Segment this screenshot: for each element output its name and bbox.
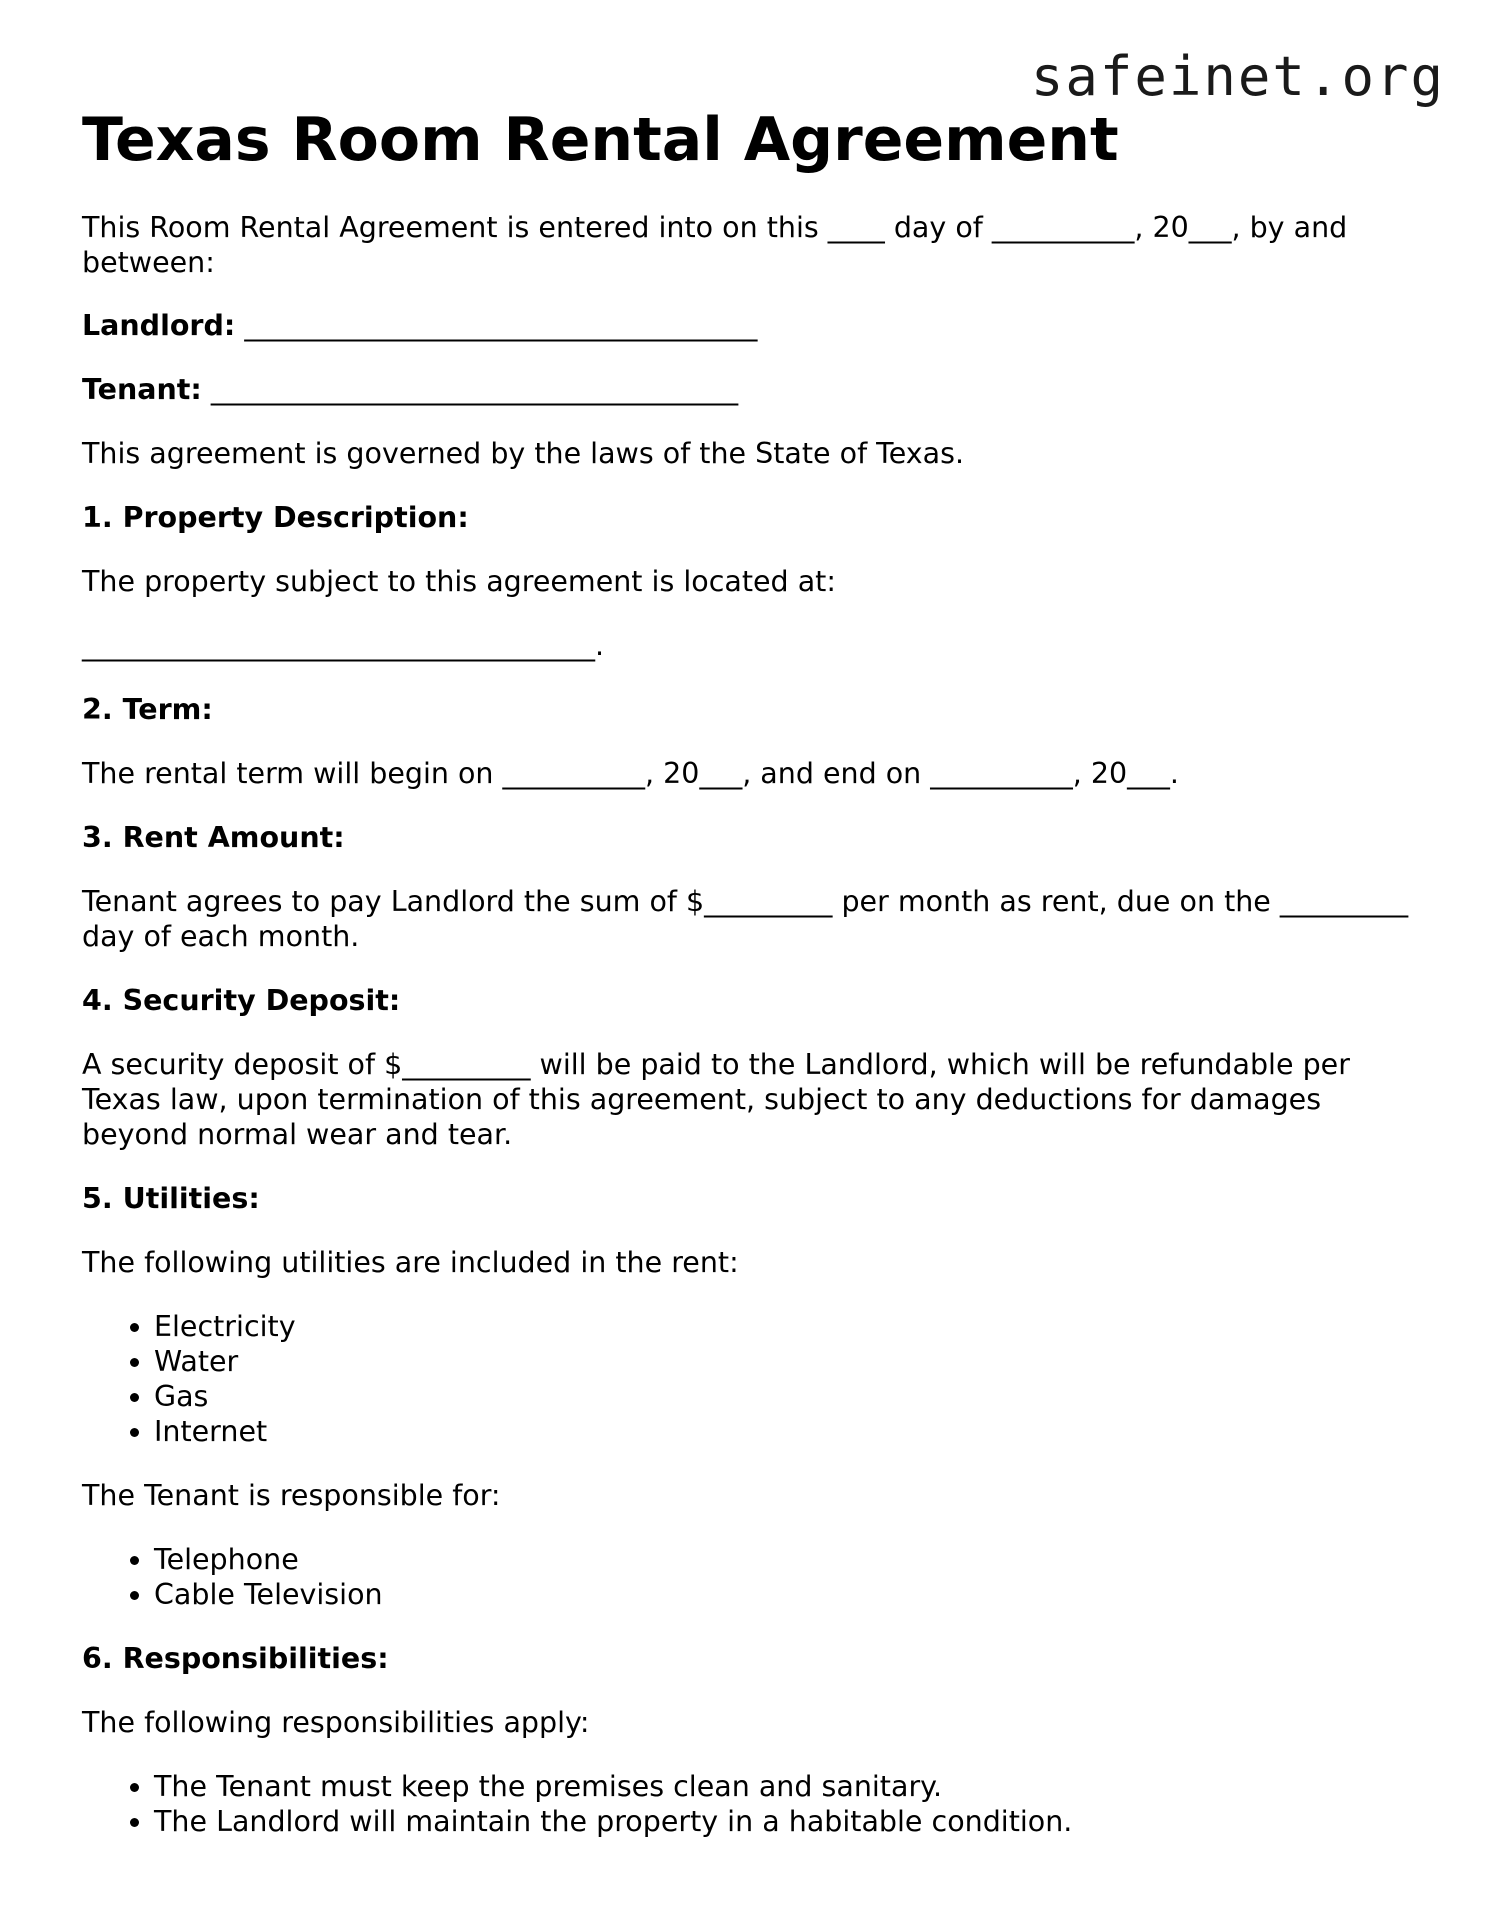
section-heading-utilities: 5. Utilities:: [82, 1182, 260, 1215]
list-item: • Telephone: [154, 1542, 1412, 1577]
rent-text: Tenant agrees to pay Landlord the sum of $_________ per month as rent, due on the _________ day of each month.: [82, 885, 1409, 953]
section-heading-responsibilities: 6. Responsibilities:: [82, 1642, 389, 1675]
utilities-included-text: The following utilities are included in the rent:: [82, 1246, 739, 1279]
landlord-label: Landlord:: [82, 309, 236, 342]
section-heading-term: 2. Term:: [82, 693, 213, 726]
intro-paragraph: This Room Rental Agreement is entered into on this ____ day of __________, 20___, by and between:: [82, 211, 1348, 279]
utilities-tenant-list: [82, 1542, 1412, 1612]
tenant-line: [82, 372, 1412, 407]
list-item: • The Landlord will maintain the property in a habitable condition.: [154, 1804, 1412, 1839]
document-title: Texas Room Rental Agreement: [82, 105, 1119, 175]
utilities-tenant-text: The Tenant is responsible for:: [82, 1479, 501, 1512]
property-blank: ____________________________________.: [82, 629, 605, 662]
document-page: [82, 104, 1412, 1839]
governing-law: This agreement is governed by the laws of the State of Texas.: [82, 437, 964, 470]
section-heading-rent: 3. Rent Amount:: [82, 821, 345, 854]
tenant-label: Tenant:: [82, 373, 202, 406]
list-item: • Cable Television: [154, 1577, 1412, 1612]
list-item: • Water: [154, 1344, 1412, 1379]
term-text: The rental term will begin on __________, 20___, and end on __________, 20___.: [82, 757, 1179, 790]
list-item: • Internet: [154, 1414, 1412, 1449]
watermark: safeinet.org: [1030, 45, 1445, 108]
utilities-included-list: [82, 1309, 1412, 1449]
responsibilities-list: [82, 1769, 1412, 1839]
responsibilities-text: The following responsibilities apply:: [82, 1706, 590, 1739]
list-item: • Gas: [154, 1379, 1412, 1414]
section-heading-property: 1. Property Description:: [82, 501, 469, 534]
section-heading-deposit: 4. Security Deposit:: [82, 984, 401, 1017]
list-item: • Electricity: [154, 1309, 1412, 1344]
list-item: • The Tenant must keep the premises clean and sanitary.: [154, 1769, 1412, 1804]
landlord-line: [82, 308, 1412, 343]
landlord-blank: ____________________________________: [244, 309, 758, 342]
tenant-blank: _____________________________________: [210, 373, 739, 406]
deposit-text: A security deposit of $_________ will be paid to the Landlord, which will be refundable per Texas law, upon termination of this agreement, subject to any deductions for damages beyond normal wear and tear.: [82, 1048, 1350, 1151]
property-text: The property subject to this agreement is located at:: [82, 565, 836, 598]
